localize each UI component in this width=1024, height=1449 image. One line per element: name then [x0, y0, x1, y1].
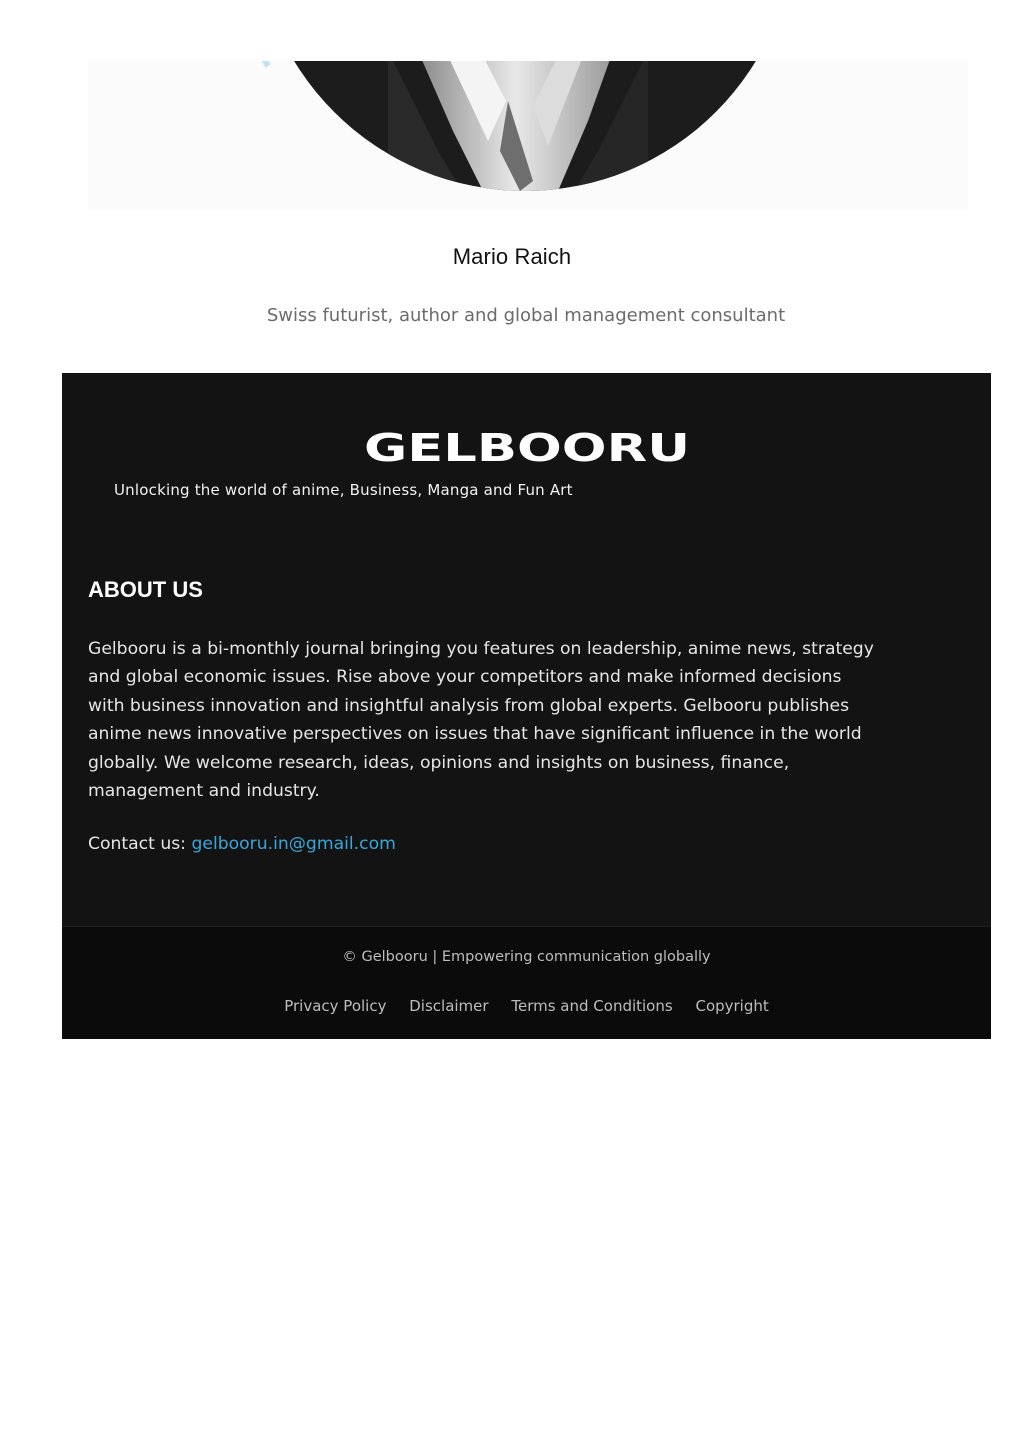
author-portrait-image	[88, 61, 968, 209]
terms-and-conditions-link[interactable]: Terms and Conditions	[511, 997, 673, 1015]
site-tagline: Unlocking the world of anime, Business, Manga and Fun Art	[114, 481, 573, 499]
copyright-text: © Gelbooru | Empowering communication globally	[342, 949, 711, 965]
site-footer	[62, 373, 991, 1038]
footer-links	[62, 997, 991, 1015]
copyright-link[interactable]: Copyright	[695, 997, 769, 1015]
about-us-text: Gelbooru is a bi-monthly journal bringing you features on leadership, anime news, strategy and global economic issues. Rise above your competitors and make informed decisions with business innovation and insightful analysis from global experts. Gelbooru publishes anime news innovative perspectives on issues that have significant influence in the world globally. We welcome research, ideas, opinions and insights on business, finance, management and industry.	[88, 639, 874, 802]
about-us-heading: ABOUT US	[88, 577, 203, 602]
contact-label: Contact us:	[88, 834, 186, 854]
site-logo-text: GELBOORU	[364, 430, 690, 464]
disclaimer-link[interactable]: Disclaimer	[409, 997, 489, 1015]
author-photo	[88, 61, 968, 209]
footer-bottom-bar	[62, 926, 991, 1039]
author-name: Mario Raich	[452, 244, 572, 269]
contact-email-link[interactable]: gelbooru.in@gmail.com	[191, 834, 396, 854]
site-logo[interactable]	[362, 430, 692, 464]
contact-line	[88, 834, 396, 854]
privacy-policy-link[interactable]: Privacy Policy	[284, 997, 387, 1015]
author-bio: Swiss futurist, author and global management consultant	[266, 305, 786, 326]
